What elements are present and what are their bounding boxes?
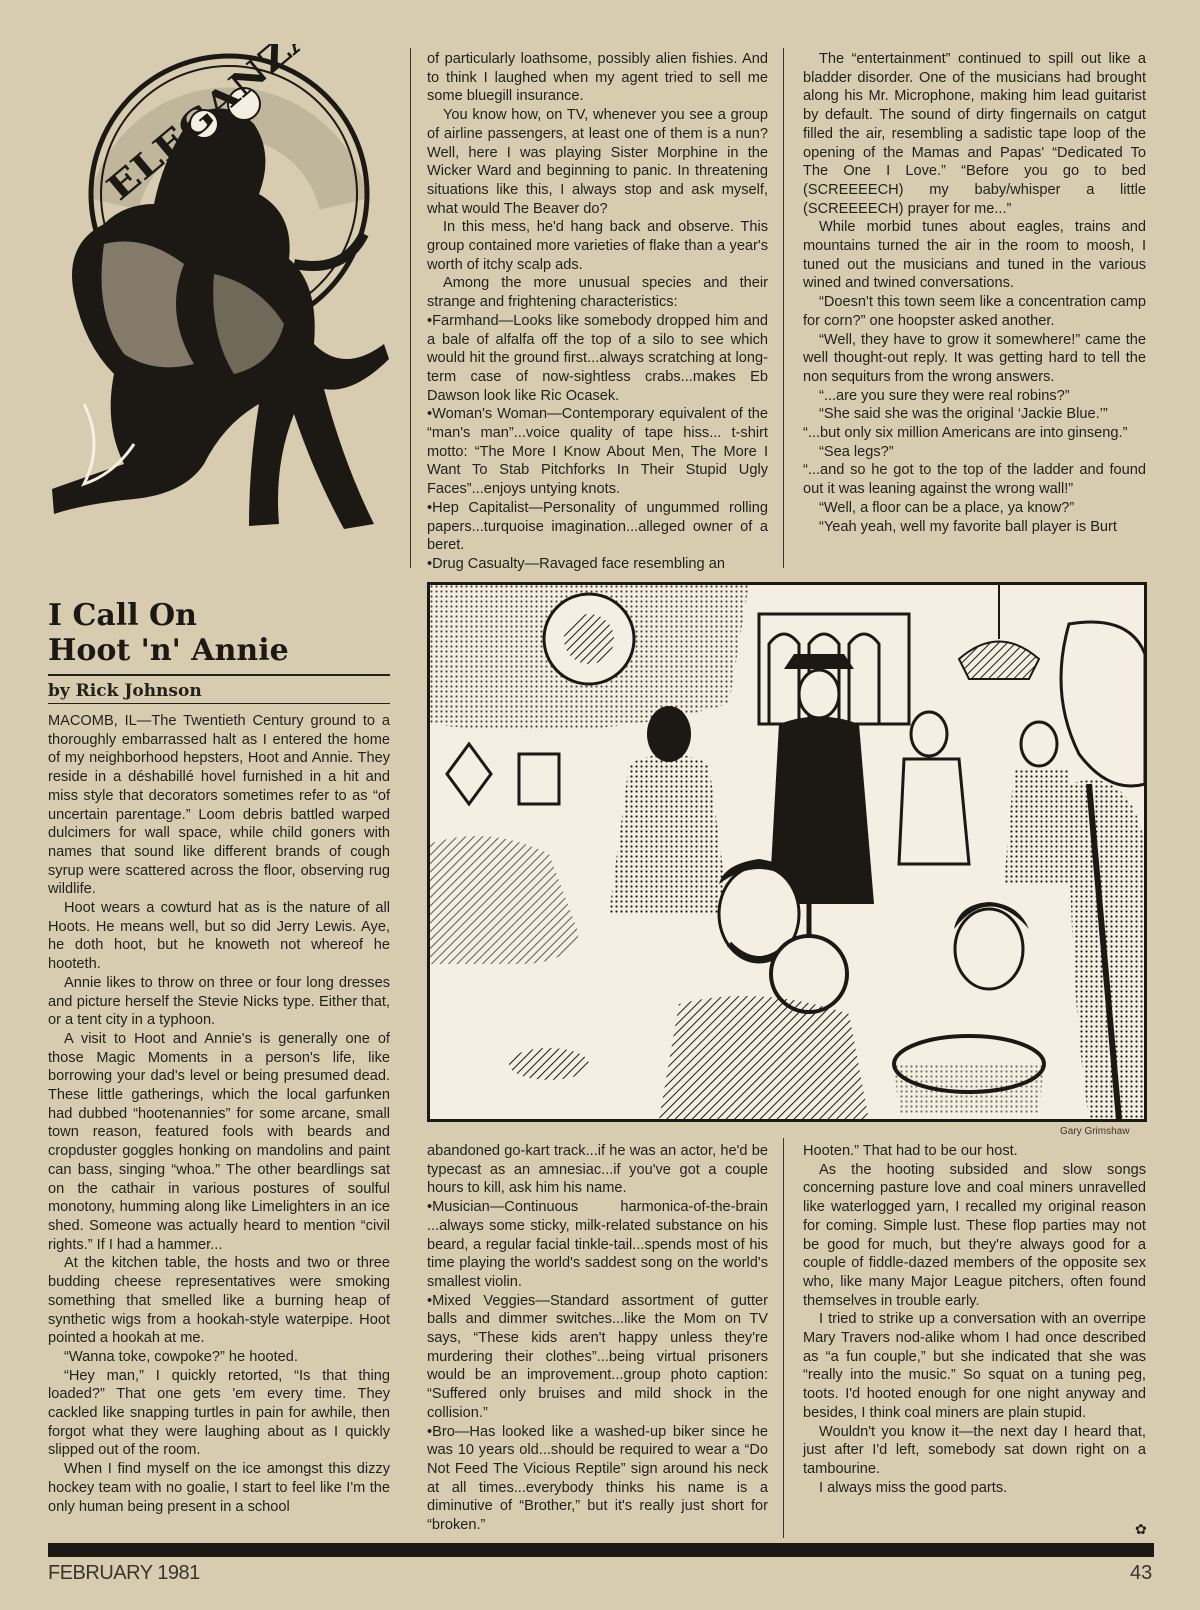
paragraph: •Bro—Has looked like a washed-up biker since he was 10 years old...should be required to wear a “Do Not Feed The Vicious Reptile” sign around his neck at all times...everybody thinks his name is a diminutive of “Brother,” but it's really just short for “broken.”	[427, 1423, 768, 1534]
paragraph: “Hey man,” I quickly retorted, “Is that thing loaded?” That one gets 'em every time. They cackled like snapping turtles in pain for awhile, then forgot what they were laughing about as I quickly slipped out of the room.	[48, 1367, 390, 1459]
paragraph: of particularly loathsome, possibly alien fishies. And to think I laughed when my agent tried to sell me some bluegill insurance.	[427, 51, 768, 105]
paragraph: MACOMB, IL—The Twentieth Century ground to a thoroughly embarrassed halt as I entered the home of my neighborhood hepsters, Hoot and Annie. They reside in a déshabillé hovel furnished in a hit and miss style that decorators sometimes refer to as “of uncertain parentage.” Loom debris battled warped dulcimers for wall space, while child goners with names that sound like different brands of cough syrup were scattered across the floor, observing rug wildlife.	[48, 713, 390, 898]
paragraph: At the kitchen table, the hosts and two or three budding cheese representatives were smoking something that smelled like a burning heap of synthetic wigs from a hookah-style waterpipe. Hoot pointed a hookah at me.	[48, 1255, 390, 1347]
article-column-1	[48, 712, 390, 1516]
paragraph: Annie likes to throw on three or four long dresses and picture herself the Stevie Nicks type. Either that, or a tent city in a typhoon.	[48, 974, 390, 1029]
footer-rule	[48, 1543, 1154, 1557]
byline-rule	[48, 703, 390, 704]
paragraph: •Woman's Woman—Contemporary equivalent of the “man's man”...voice quality of tape hiss... t-shirt motto: “The More I Know About Men, The More I Want To Stab Pitchforks In Their Stupid Ugly Faces”...enjoys untying knots.	[427, 406, 768, 498]
end-mark-icon: ✿	[1135, 1521, 1147, 1537]
paragraph: “Sea legs?”	[819, 443, 894, 460]
footer-date: FEBRUARY 1981	[48, 1562, 200, 1584]
paragraph: “Wanna toke, cowpoke?” he hooted.	[64, 1348, 298, 1365]
page-number: 43	[1130, 1562, 1153, 1584]
column-rule	[410, 48, 411, 568]
article-column-2-bottom	[427, 1142, 768, 1535]
paragraph: Hoot wears a cowturd hat as is the nature of all Hoots. He means well, but so did Jerry Lewis. Aye, he doth hoot, but he knoweth not whereof he hooteth.	[48, 900, 390, 973]
paragraph: The “entertainment” continued to spill out like a bladder disorder. One of the musicians had brought along his Mr. Microphone, making him lead guitarist by default. The sound of dirty fingernails on catgut filled the air, resembling a sadistic tape loop of the opening of the Mamas and Papas' “Dedicated To The One I Love.” “Before you go to bed (SCREEEECH) my baby/whisper a little (SCREEEECH) prayer for me...”	[803, 51, 1146, 217]
paragraph: I always miss the good parts.	[819, 1479, 1008, 1496]
paragraph: “Doesn't this town seem like a concentration camp for corn?” one hoopster asked another.	[803, 294, 1146, 329]
party-illustration	[427, 582, 1147, 1122]
headline-rule	[48, 674, 390, 676]
paragraph: Among the more unusual species and their strange and frightening characteristics:	[427, 275, 768, 311]
paragraph: •Farmhand—Looks like somebody dropped him and a bale of alfalfa off the top of a silo to see which would hit the ground first...always scratching at long-term case of now-sightless crabs...makes Eb Dawson look like Ric Ocasek.	[427, 312, 768, 404]
article-column-3-top	[803, 50, 1146, 536]
paragraph: abandoned go-kart track...if he was an actor, he'd be typecast as an amnesiac...if you've got a couple hours to kill, ask him his name.	[427, 1143, 768, 1197]
paragraph: •Musician—Continuous harmonica-of-the-brain ...always some sticky, milk-related substance on his beard, a regular facial tinkle-tail...spends most of his time playing the world's saddest song on the world's smallest violin.	[427, 1199, 768, 1290]
illustration-credit: Gary Grimshaw	[1060, 1126, 1130, 1137]
paragraph: You know how, on TV, whenever you see a group of airline passengers, at least one of them is a nun? Well, here I was playing Sister Morphine in the Wicker Ward and beginning to panic. In threatening situations like this, I always stop and ask myself, what would The Beaver do?	[427, 107, 768, 217]
paragraph: Wouldn't you know it—the next day I heard that, just after I'd left, somebody sat down right on a tambourine.	[803, 1423, 1146, 1477]
paragraph: Hooten.” That had to be our host.	[803, 1143, 1018, 1159]
paragraph: “Yeah yeah, well my favorite ball player is Burt	[819, 518, 1117, 535]
paragraph: While morbid tunes about eagles, trains and mountains turned the air in the room to moosh, I tuned out the musicians and tuned in the various wined and twined conversations.	[803, 219, 1146, 292]
eleganza-title-art	[44, 44, 404, 564]
column-rule	[783, 1138, 784, 1538]
column-rule	[783, 48, 784, 568]
paragraph: I tried to strike up a conversation with an overripe Mary Travers nod-alike whom I had once described as “a fun couple,” but she indicated that she was “really into the music.” So squat on a tuning peg, toots. I'd hooted enough for one night anyway and besides, I think coal miners are plain stupid.	[803, 1311, 1146, 1421]
headline-line-2: Hoot 'n' Annie	[48, 633, 289, 668]
article-column-2-top	[427, 50, 768, 574]
paragraph: •Mixed Veggies—Standard assortment of gutter balls and dimmer switches...like the Mom on TV says, “These kids aren't happy unless they're murdering their clothes”...being virtual prisoners would be an improvement...group photo caption: “Suffered only bruises and mild shock in the collision.”	[427, 1292, 768, 1421]
paragraph: In this mess, he'd hang back and observe. This group contained more varieties of flake than a year's worth of itchy scalp ads.	[427, 219, 768, 273]
paragraph: A visit to Hoot and Annie's is generally one of those Magic Moments in a person's life, like borrowing your dad's level or being presumed dead. These little gatherings, which the local garfunken had dubbed “hootenannies” for some arcane, small town reason, featured fools with beards and cropduster goggles honking on mandolins and paint can bass, singing “whoa.” The other beardlings sat on the cathair in various postures of soulful monotony, humming along like Limelighters in an ice shed. Someone was actually heard to mention “civil rights.” If I had a hammer...	[48, 1030, 390, 1253]
paragraph: “Well, a floor can be a place, ya know?”	[819, 499, 1075, 516]
paragraph: As the hooting subsided and slow songs concerning pasture love and coal miners unravelled like waterlogged yarn, I recalled my original reason for coming. Simple lust. These flop parties may not be good for much, but they're always good for a couple of fiddle-dazed members of the opposite sex who, like many Major League pitchers, often found themselves in trouble early.	[803, 1161, 1146, 1309]
headline-line-1: I Call On	[48, 598, 197, 633]
article-headline	[48, 598, 388, 668]
paragraph: •Drug Casualty—Ravaged face resembling an	[427, 555, 725, 572]
article-column-3-bottom	[803, 1142, 1146, 1497]
paragraph: •Hep Capitalist—Personality of ungummed rolling papers...turquoise imagination...alleged owner of a beret.	[427, 499, 768, 554]
paragraph: “She said she was the original ‘Jackie Blue.’”	[819, 406, 1108, 423]
eleganza-logo-text: ELEGANZA	[99, 44, 289, 209]
paragraph: “...but only six million Americans are into ginseng.”	[803, 425, 1128, 442]
paragraph: “Well, they have to grow it somewhere!” came the well thought-out reply. It was getting hard to tell the non sequiturs from the wrong answers.	[803, 331, 1146, 385]
byline: by Rick Johnson	[48, 681, 202, 701]
paragraph: When I find myself on the ice amongst this dizzy hockey team with no goalie, I start to feel like I'm the only human being present in a school	[48, 1461, 390, 1515]
paragraph: “...are you sure they were real robins?”	[819, 387, 1070, 404]
paragraph: “...and so he got to the top of the ladder and found out it was leaning against the wrong wall!”	[803, 462, 1146, 498]
